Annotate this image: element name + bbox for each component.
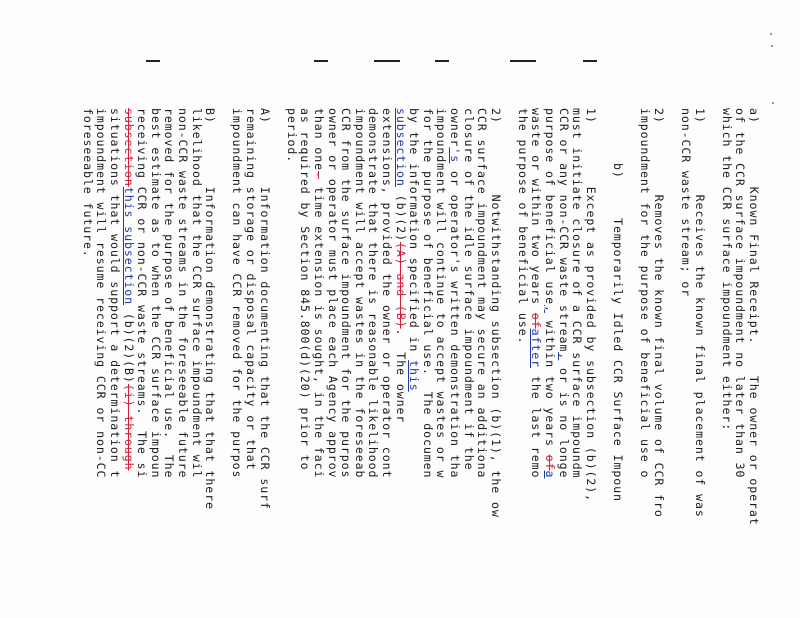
text-line bbox=[189, 108, 203, 618]
text-segment: than one bbox=[312, 108, 326, 172]
text-line bbox=[610, 163, 624, 618]
inserted-text: after bbox=[529, 328, 544, 369]
text-segment: 2) Removes the known final volume of CCR fro bbox=[651, 108, 666, 518]
text-segment: of the CCR surface impoundment no later than 30 bbox=[733, 108, 748, 479]
text-line bbox=[461, 108, 475, 618]
text-line bbox=[583, 108, 597, 618]
text-line bbox=[719, 108, 733, 618]
text-segment: remaining storage or disposal capacity or that bbox=[244, 108, 259, 471]
paragraph bbox=[638, 108, 665, 618]
deleted-text: - bbox=[312, 171, 326, 179]
text-segment: by the information specified in bbox=[407, 108, 422, 361]
text-line bbox=[80, 108, 94, 618]
text-segment: . The owner bbox=[393, 328, 408, 424]
document-body bbox=[80, 108, 760, 618]
text-line bbox=[651, 108, 665, 618]
header-rule bbox=[510, 60, 536, 62]
text-segment: CCR from the surface impoundment for the purpos bbox=[339, 108, 354, 479]
text-segment: a) Known Final Receipt. The owner or operat bbox=[747, 108, 761, 526]
text-segment: must initiate closure of a CCR surface impoundm bbox=[570, 108, 585, 479]
text-line bbox=[692, 108, 706, 618]
text-line bbox=[488, 108, 502, 618]
text-segment: impoundment can have CCR removed for the purpos bbox=[230, 108, 245, 479]
text-line bbox=[203, 108, 217, 618]
text-segment: owner bbox=[447, 108, 462, 148]
text-line bbox=[638, 108, 652, 618]
header-rule bbox=[435, 60, 449, 62]
text-segment: demonstrate that there is reasonable likelihood bbox=[366, 108, 381, 479]
inserted-text: a bbox=[543, 470, 558, 479]
text-segment: receiving CCR or non-CCR waste streams. The si bbox=[135, 108, 150, 479]
scan-speck bbox=[771, 45, 773, 47]
text-segment: the purpose of beneficial use. bbox=[515, 108, 530, 345]
text-segment: for the purpose of beneficial use. The documen bbox=[420, 108, 435, 479]
text-segment: CCR or any non-CCR waste stream bbox=[556, 108, 571, 353]
deleted-text: of bbox=[543, 454, 558, 471]
text-segment: removed for the purpose of beneficial use. The bbox=[162, 108, 177, 479]
text-line bbox=[243, 108, 257, 618]
text-line bbox=[94, 108, 108, 618]
text-line bbox=[434, 108, 448, 618]
text-segment: 1) Except as provided by subsection (b)(2), bbox=[583, 108, 598, 503]
inserted-text: this subsection bbox=[121, 186, 136, 306]
text-segment: the last remo bbox=[529, 368, 544, 479]
text-segment: non-CCR waste stream; or bbox=[679, 108, 694, 298]
paragraph bbox=[515, 108, 597, 618]
text-segment: 1) Receives the known final placement of was bbox=[692, 108, 707, 518]
text-line bbox=[298, 108, 312, 618]
text-segment: impoundment will continue to accept wastes or w bbox=[434, 108, 449, 479]
paragraph bbox=[284, 108, 502, 618]
text-line bbox=[515, 108, 529, 618]
text-segment: or is no longe bbox=[556, 360, 571, 479]
deleted-text: (i) through bbox=[121, 383, 136, 471]
text-line bbox=[230, 108, 244, 618]
text-line bbox=[393, 108, 407, 618]
text-line bbox=[678, 108, 692, 618]
paragraph bbox=[719, 108, 760, 618]
text-line bbox=[162, 108, 176, 618]
text-line bbox=[379, 108, 393, 618]
text-segment: foreseeable future. bbox=[80, 108, 95, 258]
text-line bbox=[352, 108, 366, 618]
text-segment: A) Information documenting that the CCR surf bbox=[257, 108, 272, 510]
section-heading bbox=[610, 108, 624, 618]
text-line bbox=[108, 108, 122, 618]
text-line bbox=[475, 108, 489, 618]
text-segment: impoundment for the purpose of beneficial use o bbox=[638, 108, 653, 479]
inserted-text: 's bbox=[447, 147, 462, 164]
text-segment: period. bbox=[284, 108, 299, 164]
text-line bbox=[148, 108, 162, 618]
text-segment: waste or within two years bbox=[529, 108, 544, 313]
text-line bbox=[339, 108, 353, 618]
text-segment: 2) Notwithstanding subsection (b)(1), the ow bbox=[488, 108, 503, 518]
text-line bbox=[325, 108, 339, 618]
scan-speck bbox=[770, 33, 772, 35]
text-segment: or operator's written demonstration tha bbox=[447, 163, 462, 479]
text-segment: impoundment will resume receiving CCR or non-CC bbox=[94, 108, 109, 479]
paragraph bbox=[80, 108, 216, 618]
text-line bbox=[407, 108, 421, 618]
text-line bbox=[746, 108, 760, 618]
text-line bbox=[420, 108, 434, 618]
header-rule bbox=[146, 60, 160, 62]
text-segment: B) Information demonstrating that that there bbox=[203, 108, 218, 510]
text-segment: time extension is sought, in the faci bbox=[312, 178, 326, 479]
text-segment: closure of the idle surface impoundment if the bbox=[461, 108, 476, 471]
text-line bbox=[529, 108, 543, 618]
text-segment: non-CCR waste streams in the foreseeable future bbox=[176, 108, 191, 479]
text-segment: best estimate as to when the CCR surface impoun bbox=[148, 108, 163, 479]
inserted-text: , bbox=[556, 352, 571, 361]
scan-speck bbox=[772, 102, 774, 104]
text-line bbox=[733, 108, 747, 618]
text-line bbox=[175, 108, 189, 618]
text-segment: extensions, provided the owner or operator cont bbox=[379, 108, 394, 479]
text-segment: which the CCR surface impoundment either: bbox=[719, 108, 734, 432]
text-segment: within two years bbox=[543, 312, 558, 455]
paragraph bbox=[230, 108, 271, 618]
text-segment: (b)(2)(B) bbox=[121, 305, 136, 384]
text-line bbox=[257, 108, 271, 618]
inserted-text: , bbox=[543, 305, 558, 313]
text-segment: situations that would support a determination t bbox=[108, 108, 123, 479]
text-segment: likelihood that the CCR surface impoundment wil bbox=[189, 108, 204, 479]
deleted-text: (A) and (B) bbox=[393, 241, 408, 329]
inserted-text: subsection bbox=[393, 108, 408, 187]
header-rule bbox=[314, 60, 328, 62]
header-rule bbox=[583, 60, 597, 62]
text-line bbox=[556, 108, 570, 618]
text-line bbox=[284, 108, 298, 618]
text-segment: b) Temporarily Idled CCR Surface Impoun bbox=[611, 163, 626, 502]
text-segment: owner or operator must place each Agency approv bbox=[325, 108, 340, 479]
paragraph bbox=[678, 108, 705, 618]
inserted-text: this bbox=[407, 360, 422, 392]
text-line bbox=[570, 108, 584, 618]
text-segment: impoundment will accept wastes in the foreseeab bbox=[352, 108, 367, 479]
text-segment: purpose of beneficial use bbox=[543, 108, 558, 306]
text-line bbox=[366, 108, 380, 618]
text-line bbox=[311, 108, 325, 618]
text-line bbox=[121, 108, 135, 618]
text-segment: CCR surface impoundment may secure an additiona bbox=[475, 108, 490, 479]
text-line bbox=[543, 108, 557, 618]
deleted-text: of bbox=[529, 312, 544, 329]
deleted-text: subsection bbox=[121, 108, 136, 187]
header-rule bbox=[374, 60, 400, 62]
text-line bbox=[135, 108, 149, 618]
text-segment: (b)(2) bbox=[393, 186, 408, 242]
text-line bbox=[447, 108, 461, 618]
text-segment: as required by Section 845.800(d)(20) prior to bbox=[298, 108, 313, 471]
